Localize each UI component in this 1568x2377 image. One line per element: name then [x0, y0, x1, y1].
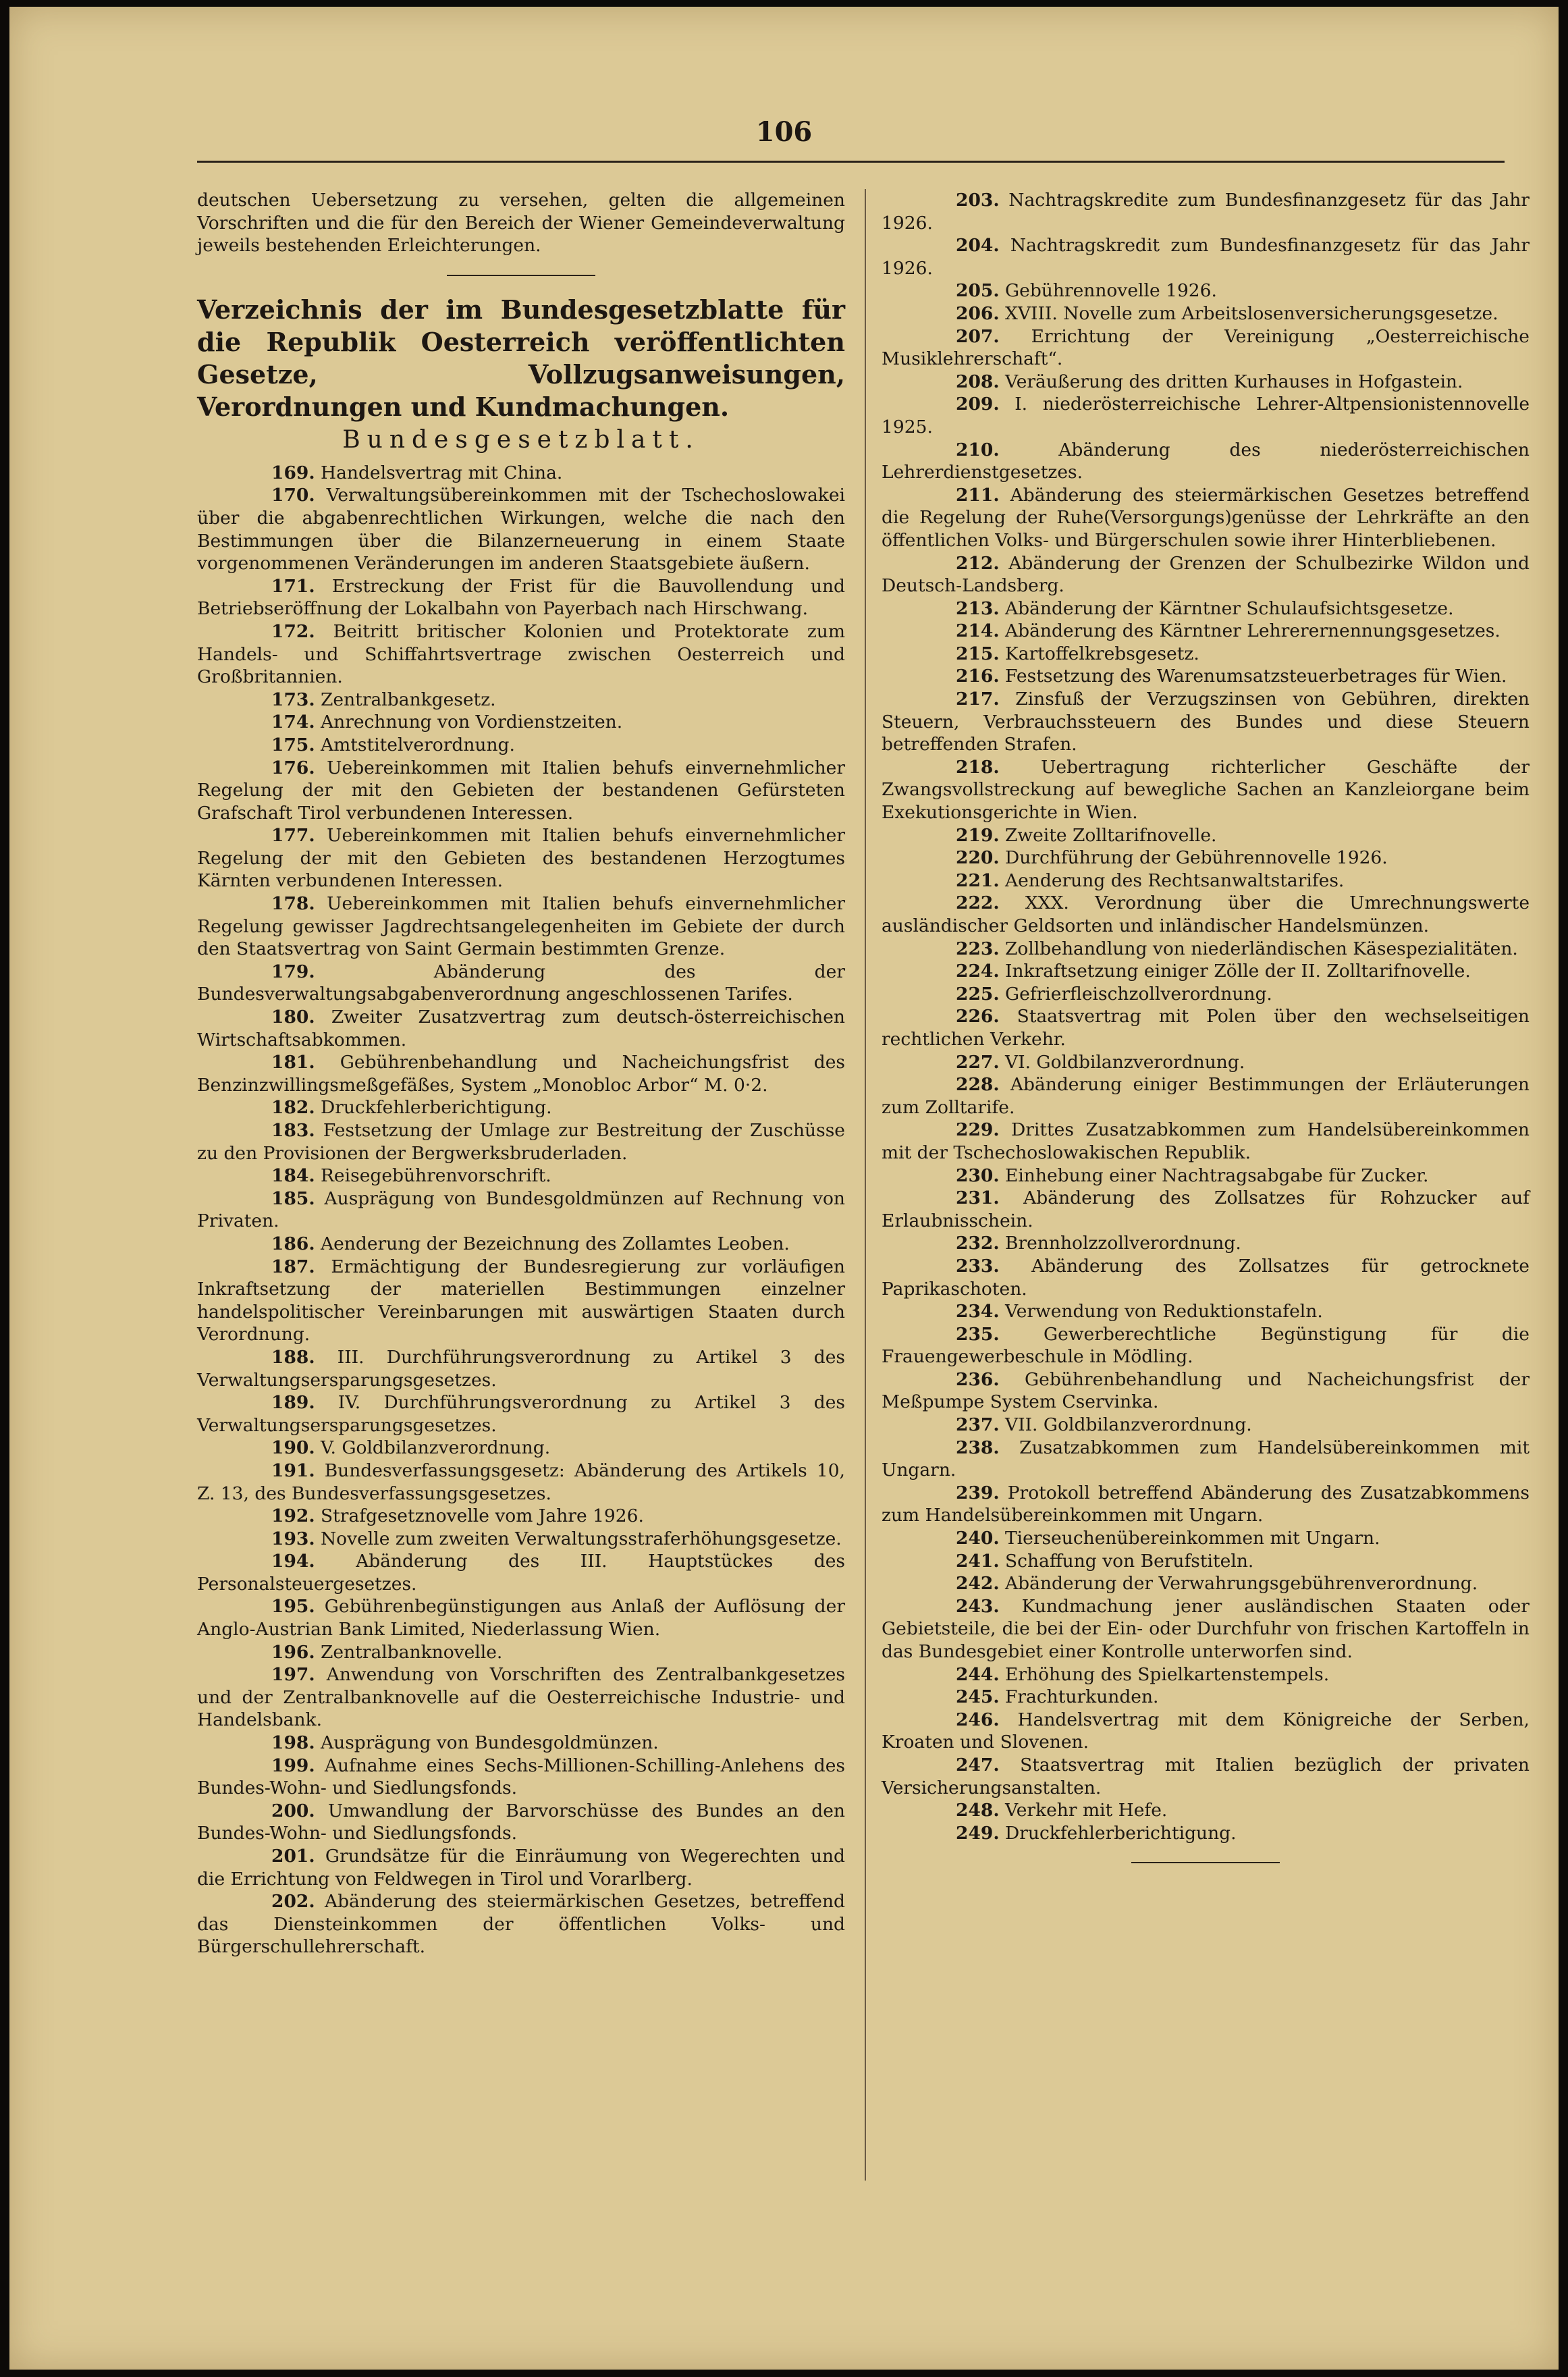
entry-number: 200.: [271, 1800, 315, 1821]
entry-number: 176.: [271, 757, 315, 778]
entry-item: [882, 1005, 1530, 1050]
entry-item: [882, 484, 1530, 552]
entry-number: 224.: [956, 961, 1000, 982]
entry-number: 209.: [956, 394, 1000, 415]
entry-number: 210.: [956, 439, 1000, 460]
entry-item: [882, 688, 1530, 756]
entry-number: 202.: [271, 1891, 315, 1913]
entry-number: 206.: [956, 302, 1000, 324]
entry-title: Gebührenbehandlung und Nacheichungsfrist des Benzinzwillingsmeßgefäßes, System „Monobloc Arbor“ M. 0·2.: [197, 1052, 845, 1096]
entry-item: [197, 1800, 845, 1845]
entry-number: 182.: [271, 1097, 315, 1119]
entry-title: Verwaltungsübereinkommen mit der Tschechoslowakei über die abgabenrechtlichen Wirkungen, welche die nach den Bestimmungen über die Bilanzerneuerung in einem Staate vorgenommenen Veränderungen im anderen Staatsgebiete äußern.: [197, 485, 845, 575]
header-rule: [197, 161, 1505, 163]
entry-item: [197, 1165, 845, 1187]
entry-number: 239.: [956, 1482, 1000, 1503]
entry-title: Verwendung von Reduktionstafeln.: [1004, 1301, 1323, 1323]
entry-item: [882, 1709, 1530, 1754]
entry-item: [197, 1550, 845, 1595]
entry-item: [882, 1414, 1530, 1437]
entry-item: [882, 279, 1530, 302]
entry-item: [882, 1822, 1530, 1845]
entry-number: 236.: [956, 1368, 1000, 1390]
entry-item: [882, 938, 1530, 961]
entry-title: Uebertragung richterlicher Geschäfte der Zwangsvollstreckung auf bewegliche Sachen an Kanzleiorgane beim Exekutionsgerichte in Wien.: [882, 756, 1530, 824]
entry-item: [882, 643, 1530, 666]
entry-number: 230.: [956, 1165, 1000, 1186]
entry-item: [197, 1528, 845, 1551]
entry-title: Abänderung der Verwahrungsgebührenverordnung.: [1004, 1573, 1478, 1595]
entry-number: 169.: [271, 462, 315, 483]
entry-title: Umwandlung der Barvorschüsse des Bundes an den Bundes-Wohn- und Siedlungsfonds.: [197, 1800, 845, 1844]
entry-item: [197, 1595, 845, 1640]
entry-item: [882, 393, 1530, 438]
entry-number: 203.: [956, 190, 1000, 211]
entry-number: 178.: [271, 893, 315, 915]
entry-title: Nachtragskredite zum Bundesfinanzgesetz für das Jahr 1926.: [882, 190, 1530, 234]
entry-title: Zusatzabkommen zum Handelsübereinkommen mit Ungarn.: [882, 1437, 1530, 1481]
entry-title: Inkraftsetzung einiger Zölle der II. Zolltarifnovelle.: [1004, 961, 1471, 982]
entry-number: 244.: [956, 1663, 1000, 1685]
entry-number: 221.: [956, 870, 1000, 891]
section-heading: Verzeichnis der im Bundesgesetzblatte für die Republik Oesterreich veröffentlichten Gesetze, Vollzugsanweisungen, Verordnungen und Kundmachungen.: [197, 294, 845, 422]
entry-item: [882, 960, 1530, 983]
entry-number: 192.: [271, 1505, 315, 1527]
entry-title: Abänderung der Kärntner Schulaufsichtsgesetze.: [1004, 597, 1454, 619]
entry-title: Amtstitelverordnung.: [320, 734, 515, 755]
entry-title: Einhebung einer Nachtragsabgabe für Zucker.: [1004, 1165, 1429, 1186]
entry-item: [882, 1799, 1530, 1822]
entry-number: 227.: [956, 1051, 1000, 1073]
entry-number: 248.: [956, 1800, 1000, 1821]
entry-title: Abänderung des Zollsatzes für Rohzucker auf Erlaubnisschein.: [882, 1187, 1530, 1231]
entry-item: [882, 1595, 1530, 1663]
entry-item: [197, 734, 845, 757]
entry-number: 232.: [956, 1233, 1000, 1254]
entry-item: [197, 1256, 845, 1346]
entry-number: 173.: [271, 689, 315, 710]
entry-title: Erstreckung der Frist für die Bauvollendung und Betriebseröffnung der Lokalbahn von Payerbach nach Hirschwang.: [197, 575, 845, 620]
entry-item: [882, 234, 1530, 279]
entry-title: Handelsvertrag mit dem Königreiche der Serben, Kroaten und Slovenen.: [882, 1709, 1530, 1753]
entry-title: Abänderung des Zollsatzes für getrocknete Paprikaschoten.: [882, 1255, 1530, 1300]
entry-title: Errichtung der Vereinigung „Oesterreichische Musiklehrerschaft“.: [882, 325, 1530, 370]
entry-number: 243.: [956, 1595, 1000, 1617]
entry-number: 216.: [956, 666, 1000, 687]
entry-number: 231.: [956, 1187, 1000, 1209]
entry-number: 204.: [956, 235, 1000, 257]
entry-number: 233.: [956, 1255, 1000, 1277]
column-divider: [865, 189, 866, 2181]
entry-title: Abänderung des steiermärkischen Gesetzes betreffend die Regelung der Ruhe(Versorgungs)genüsse der Lehrkräfte an den öffentlichen Volks- und Bürgerschulen sowie ihrer Hinterbliebenen.: [882, 484, 1530, 551]
entry-number: 217.: [956, 689, 1000, 710]
entry-item: [882, 1527, 1530, 1550]
entry-title: Veräußerung des dritten Kurhauses in Hofgastein.: [1004, 371, 1463, 392]
entry-number: 207.: [956, 325, 1000, 347]
entry-number: 246.: [956, 1709, 1000, 1730]
entry-number: 193.: [271, 1528, 315, 1549]
entry-title: Strafgesetznovelle vom Jahre 1926.: [320, 1505, 644, 1527]
section-separator: [447, 275, 595, 276]
entry-title: Zinsfuß der Verzugszinsen von Gebühren, direkten Steuern, Verbrauchssteuern des Bundes und diese Steuern betreffenden Strafen.: [882, 689, 1530, 755]
entry-number: 185.: [271, 1187, 315, 1209]
entry-title: Verkehr mit Hefe.: [1004, 1800, 1168, 1821]
entry-number: 171.: [271, 575, 315, 597]
entry-title: Druckfehlerberichtigung.: [1004, 1822, 1237, 1844]
entry-number: 241.: [956, 1550, 1000, 1572]
entry-item: [197, 1460, 845, 1505]
entry-title: Aufnahme eines Sechs-Millionen-Schilling-Anlehens des Bundes-Wohn- und Siedlungsfonds.: [197, 1755, 845, 1799]
entry-number: 187.: [271, 1256, 315, 1277]
entry-item: [197, 484, 845, 575]
entry-number: 181.: [271, 1052, 315, 1073]
entry-title: Beitritt britischer Kolonien und Protektorate zum Handels- und Schiffahrtsvertrage zwischen Oesterreich und Großbritannien.: [197, 620, 845, 688]
entry-title: Uebereinkommen mit Italien behufs einvernehmlicher Regelung der mit den Gebieten der bestandenen Gefürsteten Grafschaft Tirol verbundenen Interessen.: [197, 757, 845, 824]
entry-title: Abänderung des steiermärkischen Gesetzes, betreffend das Diensteinkommen der öffentlichen Volks- und Bürgerschullehrerschaft.: [197, 1891, 845, 1958]
entry-item: [197, 1890, 845, 1958]
entry-number: 175.: [271, 734, 315, 755]
entry-item: [882, 1368, 1530, 1414]
entry-title: Druckfehlerberichtigung.: [320, 1097, 552, 1119]
entry-number: 212.: [956, 552, 1000, 574]
entry-number: 208.: [956, 371, 1000, 392]
entry-number: 234.: [956, 1301, 1000, 1323]
entry-number: 220.: [956, 847, 1000, 869]
entry-title: Abänderung einiger Bestimmungen der Erläuterungen zum Zolltarife.: [882, 1074, 1530, 1118]
entry-title: IV. Durchführungsverordnung zu Artikel 3 des Verwaltungsersparungsgesetzes.: [197, 1392, 845, 1436]
entry-item: [882, 1255, 1530, 1300]
entry-item: [882, 189, 1530, 234]
entry-number: 170.: [271, 485, 315, 506]
entry-title: XXX. Verordnung über die Umrechnungswerte ausländischer Geldsorten und inländischer Handelsmünzen.: [882, 892, 1530, 936]
entry-item: [882, 1482, 1530, 1527]
entry-title: Drittes Zusatzabkommen zum Handelsübereinkommen mit der Tschechoslowakischen Republik.: [882, 1119, 1530, 1163]
entry-item: [197, 1051, 845, 1096]
entry-item: [882, 302, 1530, 325]
entry-title: Bundesverfassungsgesetz: Abänderung des Artikels 10, Z. 13, des Bundesverfassungsgesetzes.: [197, 1460, 845, 1504]
left-column: [197, 189, 845, 1958]
entry-item: [197, 961, 845, 1006]
entry-title: Abänderung des Kärntner Lehrerernennungsgesetzes.: [1004, 620, 1501, 642]
entry-title: V. Goldbilanzverordnung.: [320, 1437, 551, 1459]
entry-title: Erhöhung des Spielkartenstempels.: [1004, 1663, 1330, 1685]
entry-number: 247.: [956, 1754, 1000, 1775]
entry-item: [882, 1686, 1530, 1709]
intro-paragraph: deutschen Uebersetzung zu versehen, gelten die allgemeinen Vorschriften und die für den Bereich der Wiener Gemeindeverwaltung jeweils bestehenden Erleichterungen.: [197, 190, 845, 257]
newspaper-page: [9, 7, 1559, 2370]
entry-title: Anwendung von Vorschriften des Zentralbankgesetzes und der Zentralbanknovelle auf die Oesterreichische Industrie- und Handelsbank.: [197, 1664, 845, 1731]
entry-item: [197, 462, 845, 485]
left-entry-list: [197, 462, 845, 1958]
entry-item: [882, 1051, 1530, 1074]
entry-item: [882, 824, 1530, 847]
entry-item: [197, 1119, 845, 1165]
entry-number: 197.: [271, 1664, 315, 1686]
entry-item: [882, 1754, 1530, 1799]
entry-number: 186.: [271, 1233, 315, 1254]
entry-item: [882, 1073, 1530, 1119]
entry-item: [882, 1663, 1530, 1686]
entry-title: Frachturkunden.: [1004, 1686, 1159, 1708]
entry-title: III. Durchführungsverordnung zu Artikel 3 des Verwaltungsersparungsgesetzes.: [197, 1346, 845, 1391]
entry-number: 201.: [271, 1846, 315, 1867]
entry-title: Brennholzzollverordnung.: [1004, 1233, 1241, 1254]
entry-number: 218.: [956, 756, 1000, 778]
entry-number: 214.: [956, 620, 1000, 642]
entry-number: 238.: [956, 1437, 1000, 1458]
entry-title: Reisegebührenvorschrift.: [320, 1165, 551, 1187]
entry-title: Ausprägung von Bundesgoldmünzen.: [320, 1732, 659, 1754]
entry-item: [882, 371, 1530, 394]
entry-item: [882, 1323, 1530, 1368]
entry-item: [882, 1300, 1530, 1323]
entry-number: 184.: [271, 1165, 315, 1187]
entry-item: [882, 756, 1530, 824]
entry-item: [197, 1663, 845, 1732]
entry-number: 242.: [956, 1573, 1000, 1595]
entry-item: [882, 1550, 1530, 1573]
right-column: [882, 189, 1530, 1881]
entry-title: Abänderung der Grenzen der Schulbezirke Wildon und Deutsch-Landsberg.: [882, 552, 1530, 597]
entry-number: 228.: [956, 1074, 1000, 1096]
entry-number: 191.: [271, 1460, 315, 1481]
entry-item: [197, 689, 845, 712]
entry-title: Zweiter Zusatzvertrag zum deutsch-österreichischen Wirtschaftsabkommen.: [197, 1007, 845, 1050]
entry-number: 198.: [271, 1732, 315, 1754]
entry-title: Staatsvertrag mit Polen über den wechselseitigen rechtlichen Verkehr.: [882, 1006, 1530, 1050]
entry-number: 215.: [956, 643, 1000, 664]
entry-number: 222.: [956, 892, 1000, 914]
entry-title: Zentralbankgesetz.: [320, 689, 496, 710]
entry-item: [197, 1732, 845, 1755]
entry-title: Kundmachung jener ausländischen Staaten oder Gebietsteile, die bei der Ein- oder Durchfuhr von frischen Kartoffeln in das Bundesgebiet einer Kontrolle unterworfen sind.: [882, 1595, 1530, 1662]
entry-number: 199.: [271, 1755, 315, 1776]
entry-number: 172.: [271, 620, 315, 642]
entry-title: Aenderung des Rechtsanwaltstarifes.: [1004, 870, 1345, 891]
entry-title: Tierseuchenübereinkommen mit Ungarn.: [1004, 1528, 1380, 1549]
entry-number: 190.: [271, 1437, 315, 1459]
entry-item: [197, 892, 845, 961]
entry-number: 219.: [956, 824, 1000, 846]
right-entry-list: [882, 189, 1530, 1844]
entry-item: [197, 1437, 845, 1460]
entry-title: Gefrierfleischzollverordnung.: [1004, 983, 1272, 1005]
entry-title: Grundsätze für die Einräumung von Wegerechten und die Errichtung von Feldwegen in Tirol und Vorarlberg.: [197, 1846, 845, 1890]
entry-item: [197, 1346, 845, 1391]
entry-item: [882, 892, 1530, 937]
entry-title: Uebereinkommen mit Italien behufs einvernehmlicher Regelung gewisser Jagdrechtsangelegenheiten im Gebiete der durch den Staatsvertrag von Saint Germain bestimmten Grenze.: [197, 893, 845, 960]
entry-number: 174.: [271, 712, 315, 733]
entry-item: [197, 1391, 845, 1437]
entry-number: 177.: [271, 825, 315, 847]
entry-title: Zollbehandlung von niederländischen Käsespezialitäten.: [1004, 938, 1518, 959]
entry-title: VII. Goldbilanzverordnung.: [1004, 1414, 1252, 1436]
entry-item: [882, 1165, 1530, 1187]
entry-title: Zentralbanknovelle.: [320, 1641, 503, 1663]
entry-item: [197, 1641, 845, 1664]
entry-title: Ermächtigung der Bundesregierung zur vorläufigen Inkraftsetzung der materiellen Bestimmungen einzelner handelspolitischer Vereinbarungen mit auswärtigen Staaten durch Verordnung.: [197, 1256, 845, 1345]
entry-item: [197, 824, 845, 892]
entry-item: [882, 1119, 1530, 1164]
end-separator: [1131, 1862, 1280, 1863]
entry-item: [197, 1845, 845, 1890]
entry-item: [882, 325, 1530, 371]
entry-title: Kartoffelkrebsgesetz.: [1004, 643, 1199, 664]
entry-title: Staatsvertrag mit Italien bezüglich der privaten Versicherungsanstalten.: [882, 1754, 1530, 1798]
entry-number: 188.: [271, 1346, 315, 1368]
entry-number: 213.: [956, 597, 1000, 619]
entry-title: Abänderung des der Bundesverwaltungsabgabenverordnung angeschlossenen Tarifes.: [197, 961, 845, 1005]
entry-title: Novelle zum zweiten Verwaltungsstraferhöhungsgesetze.: [320, 1528, 842, 1549]
entry-number: 237.: [956, 1414, 1000, 1436]
entry-title: Ausprägung von Bundesgoldmünzen auf Rechnung von Privaten.: [197, 1187, 845, 1232]
entry-number: 226.: [956, 1006, 1000, 1027]
entry-title: Uebereinkommen mit Italien behufs einvernehmlicher Regelung der mit den Gebieten des bestandenen Herzogtumes Kärnten verbundenen Interessen.: [197, 825, 845, 892]
entry-number: 195.: [271, 1596, 315, 1618]
entry-item: [197, 620, 845, 689]
entry-title: Abänderung des III. Hauptstückes des Personalsteuergesetzes.: [197, 1551, 845, 1595]
entry-number: 196.: [271, 1641, 315, 1663]
entry-item: [882, 620, 1530, 643]
entry-item: [882, 439, 1530, 484]
entry-number: 240.: [956, 1528, 1000, 1549]
entry-item: [197, 1505, 845, 1528]
entry-number: 194.: [271, 1551, 315, 1572]
entry-title: Gewerberechtliche Begünstigung für die Frauengewerbeschule in Mödling.: [882, 1323, 1530, 1368]
entry-number: 245.: [956, 1686, 1000, 1708]
entry-item: [197, 1096, 845, 1119]
entry-item: [197, 1187, 845, 1233]
entry-item: [882, 665, 1530, 688]
entry-item: [197, 711, 845, 734]
entry-item: [882, 870, 1530, 892]
entry-item: [197, 1233, 845, 1256]
entry-number: 180.: [271, 1007, 315, 1028]
entry-title: VI. Goldbilanzverordnung.: [1004, 1051, 1245, 1073]
entry-item: [882, 983, 1530, 1006]
entry-title: Schaffung von Berufstiteln.: [1004, 1550, 1254, 1572]
entry-title: Gebührennovelle 1926.: [1004, 280, 1217, 302]
entry-title: Durchführung der Gebührennovelle 1926.: [1004, 847, 1388, 869]
entry-title: Gebührenbehandlung und Nacheichungsfrist der Meßpumpe System Cservinka.: [882, 1368, 1530, 1413]
entry-number: 179.: [271, 961, 315, 982]
entry-number: 235.: [956, 1323, 1000, 1345]
entry-item: [882, 1572, 1530, 1595]
entry-title: Festsetzung der Umlage zur Bestreitung der Zuschüsse zu den Provisionen der Bergwerksbruderladen.: [197, 1120, 845, 1164]
entry-title: I. niederösterreichische Lehrer-Altpensionistennovelle 1925.: [882, 394, 1530, 437]
entry-number: 211.: [956, 484, 1000, 506]
entry-item: [197, 757, 845, 825]
entry-item: [882, 1187, 1530, 1232]
entry-number: 183.: [271, 1120, 315, 1141]
entry-number: 189.: [271, 1392, 315, 1414]
entry-title: Anrechnung von Vordienstzeiten.: [320, 712, 623, 733]
entry-item: [882, 552, 1530, 597]
entry-title: Abänderung des niederösterreichischen Lehrerdienstgesetzes.: [882, 439, 1530, 483]
entry-title: Protokoll betreffend Abänderung des Zusatzabkommens zum Handelsübereinkommen mit Ungarn.: [882, 1482, 1530, 1526]
entry-item: [882, 847, 1530, 870]
entry-number: 205.: [956, 280, 1000, 302]
entry-title: Gebührenbegünstigungen aus Anlaß der Auflösung der Anglo-Austrian Bank Limited, Niederlassung Wien.: [197, 1596, 845, 1640]
entry-item: [197, 575, 845, 620]
entry-number: 225.: [956, 983, 1000, 1005]
entry-number: 249.: [956, 1822, 1000, 1844]
entry-title: XVIII. Novelle zum Arbeitslosenversicherungsgesetze.: [1004, 302, 1498, 324]
entry-item: [197, 1755, 845, 1800]
page-number: 106: [755, 116, 813, 148]
entry-number: 229.: [956, 1119, 1000, 1141]
entry-title: Handelsvertrag mit China.: [320, 462, 563, 483]
entry-item: [882, 1232, 1530, 1255]
entry-item: [882, 1437, 1530, 1482]
section-subheading: Bundesgesetzblatt.: [342, 425, 700, 454]
entry-title: Nachtragskredit zum Bundesfinanzgesetz für das Jahr 1926.: [882, 235, 1530, 279]
entry-title: Aenderung der Bezeichnung des Zollamtes Leoben.: [320, 1233, 790, 1254]
entry-title: Festsetzung des Warenumsatzsteuerbetrages für Wien.: [1004, 666, 1507, 687]
entry-title: Zweite Zolltarifnovelle.: [1004, 824, 1217, 846]
entry-number: 223.: [956, 938, 1000, 959]
entry-item: [197, 1006, 845, 1051]
entry-item: [882, 597, 1530, 620]
